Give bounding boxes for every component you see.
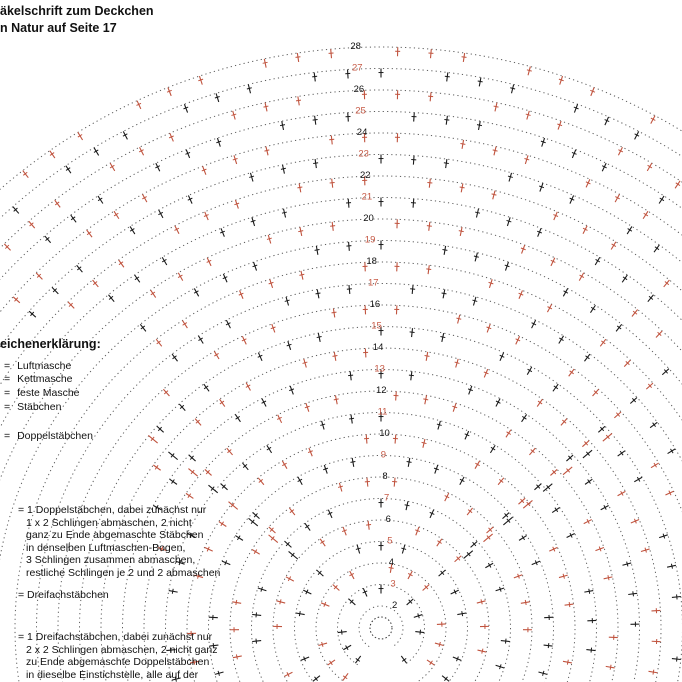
legend-item-luftmasche: = Luftmasche — [4, 360, 72, 372]
stitch-cross — [50, 153, 54, 156]
stitch-cross — [338, 486, 343, 487]
stitch-cross — [330, 661, 333, 665]
chain-arc — [15, 262, 682, 682]
stitch-cross — [316, 293, 321, 294]
stitch-cross — [317, 337, 322, 338]
stitch-cross — [329, 139, 334, 140]
stitch-mark — [289, 551, 298, 559]
chain-arc — [359, 606, 403, 647]
stitch-cross — [456, 318, 461, 319]
row-number: 18 — [366, 256, 377, 267]
stitch-cross — [348, 375, 353, 376]
stitch-cross — [462, 611, 463, 616]
stitch-cross — [525, 600, 526, 605]
stitch-cross — [218, 671, 219, 676]
chain-arc — [0, 154, 682, 682]
stitch-cross — [264, 150, 269, 151]
stitch-cross — [472, 300, 477, 301]
stitch-mark — [249, 518, 258, 526]
stitch-cross — [445, 76, 450, 77]
stitch-cross — [349, 418, 354, 419]
stitch-cross — [462, 57, 467, 58]
stitch-cross — [315, 250, 320, 251]
stitch-cross — [172, 589, 173, 594]
row-number: 22 — [360, 170, 371, 181]
chain-arc — [0, 240, 682, 682]
stitch-cross — [645, 548, 646, 553]
stitch-cross — [298, 231, 303, 232]
stitch-cross — [477, 125, 482, 126]
legend-item-staebchen: = Stäbchen — [4, 401, 62, 413]
row-number: 23 — [358, 148, 369, 160]
row-number: 12 — [376, 385, 387, 396]
stitch-cross — [567, 660, 568, 665]
stitch-cross — [256, 612, 257, 617]
row-number: 14 — [372, 342, 384, 353]
legend-complex-stitch-1: = 1 Doppelstäbchen, dabei zunächst nur 1 x 2 Schlingen abmaschen, 2 nicht ganz zu Ende abgemaschte Stäbchen in denselben Luftmaschen-Bogen, 3 Schlingen zusammen abmaschen, restliche Schlingen je 2 und 2 abmaschen — [18, 504, 221, 579]
chain-arc — [0, 176, 682, 682]
stitch-cross — [437, 424, 442, 425]
stitch-cross — [522, 416, 526, 419]
stitch-cross — [493, 150, 498, 151]
stitch-mark — [168, 452, 177, 460]
stitch-cross — [442, 250, 447, 251]
stitch-cross — [281, 168, 286, 169]
stitch-mark — [188, 469, 197, 477]
stitch-cross — [356, 548, 361, 549]
stitch-mark — [208, 485, 217, 493]
stitch-cross — [297, 187, 302, 188]
stitch-mark — [523, 500, 532, 508]
stitch-cross — [249, 176, 254, 177]
chain-arc — [338, 584, 425, 664]
legend-dreifachstaebchen: = Dreifachstäbchen — [18, 589, 109, 601]
chain-arc — [316, 563, 446, 682]
row-number: 4 — [388, 557, 395, 568]
stitch-cross — [527, 70, 532, 71]
chain-arc — [0, 198, 682, 682]
stitch-cross — [332, 312, 337, 313]
stitch-cross — [623, 277, 627, 280]
chain-arc — [37, 284, 682, 682]
stitch-mark — [148, 435, 157, 443]
stitch-cross — [313, 163, 318, 164]
stitch-cross — [366, 524, 371, 525]
stitch-cross — [569, 602, 570, 607]
stitch-cross — [677, 594, 678, 599]
stitch-cross — [236, 600, 237, 605]
chain-arc — [209, 456, 554, 682]
row-number: 7 — [384, 492, 390, 504]
row-number: 15 — [371, 320, 382, 332]
stitch-cross — [492, 194, 497, 195]
chain-arc — [187, 434, 575, 682]
row-number: 5 — [387, 535, 393, 547]
stitch-cross — [627, 562, 628, 567]
stitch-cross — [588, 479, 591, 483]
stitch-cross — [653, 670, 654, 675]
stitch-cross — [263, 106, 268, 107]
stitch-cross — [524, 158, 529, 159]
stitch-cross — [282, 212, 287, 213]
stitch-cross — [439, 642, 440, 647]
stitch-cross — [427, 182, 432, 183]
stitch-cross — [296, 100, 301, 101]
stitch-cross — [151, 292, 155, 295]
legend-complex-stitch-2: = 1 Dreifachstäbchen, dabei zunächst nur 2 x 2 Schlingen abmaschen, 2 nicht ganz zu Ende abgemaschte Doppelstäbchen in dieselbe Einstichstelle, alle auf der — [18, 631, 218, 681]
stitch-cross — [589, 589, 590, 594]
stitch-cross — [409, 375, 414, 376]
stitch-cross — [543, 671, 544, 676]
stitch-cross — [188, 494, 191, 498]
row-number: 6 — [385, 514, 391, 525]
stitch-cross — [478, 81, 483, 82]
title-line-1: äkelschrift zum Deckchen — [0, 4, 154, 18]
stitch-cross — [233, 158, 238, 159]
stitch-cross — [677, 657, 678, 662]
row-number: 17 — [368, 277, 379, 289]
stitch-cross — [548, 643, 549, 648]
stitch-cross — [66, 168, 70, 171]
stitch-cross — [119, 262, 123, 265]
stitch-cross — [460, 187, 465, 188]
stitch-cross — [455, 362, 460, 363]
stitch-cross — [475, 212, 480, 213]
stitch-cross — [285, 300, 290, 301]
stitch-cross — [320, 541, 324, 544]
stitch-cross — [440, 337, 445, 338]
stitch-cross — [313, 119, 318, 120]
stitch-cross — [482, 649, 483, 654]
stitch-cross — [425, 355, 430, 356]
stitch-cross — [155, 465, 158, 469]
chain-arc — [294, 542, 467, 682]
stitch-mark — [483, 534, 492, 542]
row-number: 19 — [364, 234, 376, 246]
stitch-cross — [320, 424, 325, 425]
row-number: 11 — [377, 406, 388, 418]
stitch-cross — [508, 176, 513, 177]
stitch-cross — [405, 505, 410, 506]
stitch-cross — [437, 541, 441, 544]
stitch-cross — [506, 639, 507, 644]
stitch-cross — [481, 599, 482, 604]
stitch-cross — [267, 238, 272, 239]
row-number: 10 — [379, 428, 390, 439]
legend-item-doppelstaebchen: = Doppelstäbchen — [4, 430, 93, 442]
stitch-cross — [526, 114, 531, 115]
stitch-cross — [444, 119, 449, 120]
chain-arc — [0, 219, 682, 682]
stitch-cross — [422, 442, 427, 443]
row-number: 25 — [355, 105, 366, 117]
row-number: 26 — [353, 84, 365, 95]
row-number: 9 — [380, 449, 387, 461]
stitch-cross — [427, 226, 432, 227]
stitch-cross — [591, 648, 592, 653]
stitch-cross — [401, 548, 406, 549]
stitch-cross — [295, 57, 300, 58]
row-number: 21 — [361, 191, 373, 203]
stitch-mark — [464, 551, 473, 559]
stitch-cross — [410, 332, 415, 333]
stitch-cross — [322, 642, 323, 647]
chain-arc — [58, 305, 682, 682]
row-number: 28 — [350, 41, 361, 52]
stitch-cross — [671, 564, 672, 569]
row-number: 3 — [390, 578, 396, 590]
stitch-mark — [503, 517, 512, 525]
stitch-cross — [236, 654, 237, 659]
row-number: 24 — [356, 127, 368, 138]
stitch-cross — [459, 231, 464, 232]
stitch-mark — [269, 535, 278, 543]
stitch-cross — [280, 125, 285, 126]
legend-heading: eichenerklärung: — [0, 337, 101, 351]
stitch-cross — [426, 269, 431, 270]
stitch-cross — [236, 416, 240, 419]
stitch-cross — [256, 639, 257, 644]
stitch-cross — [330, 226, 335, 227]
stitch-cross — [215, 96, 220, 97]
legend-item-feste-masche: = feste Masche — [4, 387, 80, 399]
title-line-2: n Natur auf Seite 17 — [0, 21, 117, 35]
stitch-cross — [494, 106, 499, 107]
center-ring — [370, 617, 392, 639]
stitch-cross — [563, 574, 564, 579]
stitch-mark — [563, 467, 572, 475]
stitch-cross — [171, 479, 174, 483]
stitch-cross — [280, 599, 281, 604]
stitch-cross — [333, 355, 338, 356]
stitch-cross — [312, 76, 317, 77]
stitch-cross — [330, 182, 335, 183]
stitch-cross — [299, 611, 300, 616]
stitch-cross — [510, 88, 515, 89]
stitch-cross — [334, 399, 339, 400]
stitch-cross — [420, 630, 421, 635]
stitch-mark — [603, 433, 612, 441]
stitch-cross — [350, 461, 355, 462]
stitch-cross — [474, 256, 479, 257]
row-number: 16 — [369, 299, 381, 310]
row-number: 8 — [382, 471, 388, 482]
stitch-cross — [303, 362, 308, 363]
stitch-cross — [263, 62, 268, 63]
stitch-cross — [538, 401, 542, 404]
stitch-cross — [407, 461, 412, 462]
stitch-cross — [423, 399, 428, 400]
stitch-cross — [430, 661, 433, 665]
chain-arc — [0, 47, 682, 682]
stitch-mark — [583, 450, 592, 458]
stitch-cross — [610, 665, 611, 670]
row-number: 2 — [392, 600, 398, 611]
stitch-cross — [220, 401, 224, 404]
stitch-cross — [444, 163, 449, 164]
stitch-cross — [442, 293, 447, 294]
stitch-cross — [231, 114, 236, 115]
row-number: 27 — [352, 62, 363, 74]
stitch-cross — [299, 274, 304, 275]
row-number: 20 — [363, 213, 374, 224]
stitch-cross — [247, 88, 252, 89]
row-number: 13 — [374, 363, 385, 375]
stitch-cross — [608, 575, 609, 580]
stitch-cross — [460, 144, 465, 145]
stitch-cross — [633, 591, 634, 596]
stitch-cross — [342, 630, 343, 635]
stitch-cross — [135, 277, 139, 280]
legend-item-kettmasche: = Kettmasche — [4, 373, 73, 385]
